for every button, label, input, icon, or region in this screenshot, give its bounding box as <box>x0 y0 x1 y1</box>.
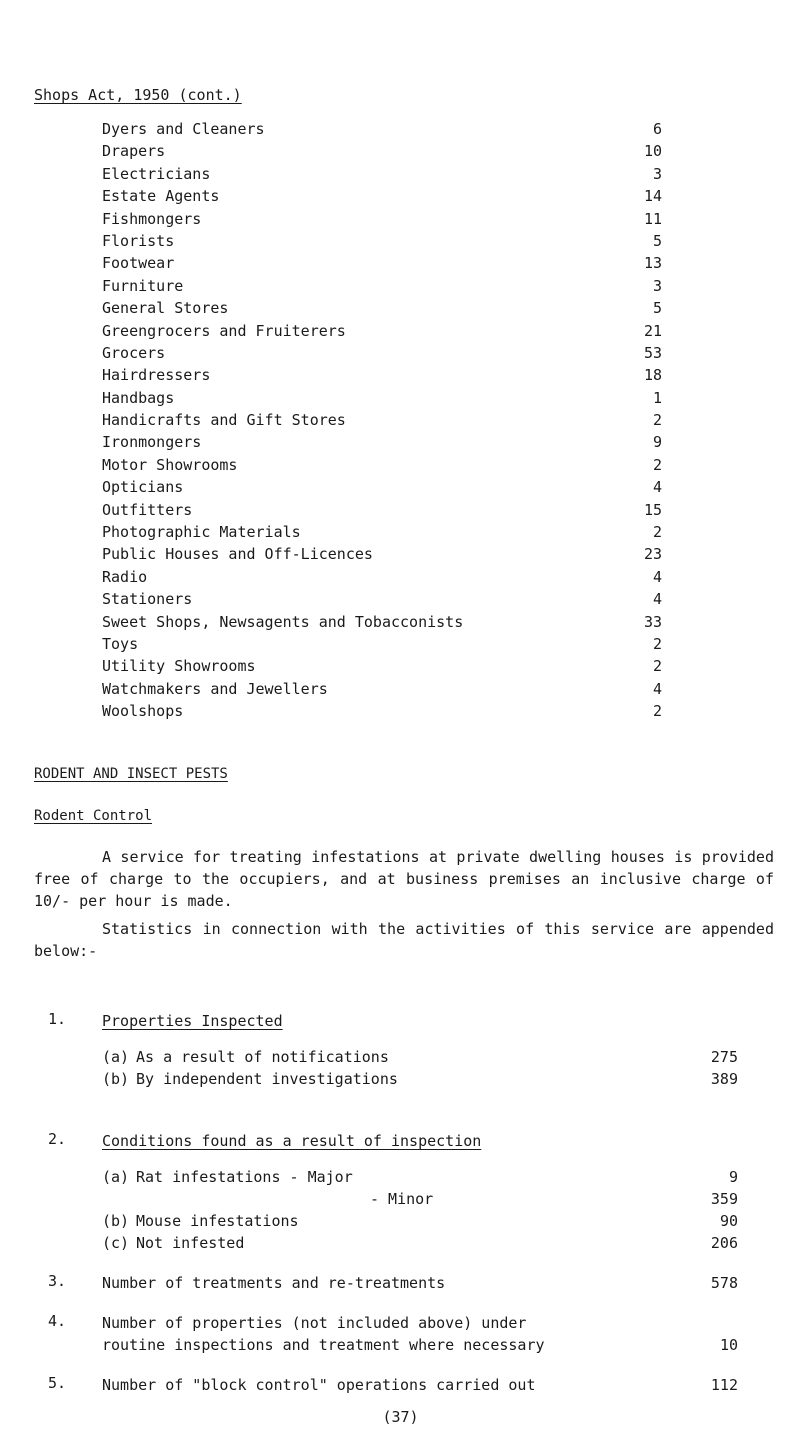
list-item: Utility Showrooms 2 <box>102 657 662 676</box>
list-item: Toys 2 <box>102 634 662 653</box>
list-item: Estate Agents 14 <box>102 187 662 206</box>
list-item: Outfitters 15 <box>102 500 662 519</box>
stat-row: (a) Rat infestations - Major 9 <box>102 1168 738 1186</box>
list-item: Florists 5 <box>102 231 662 250</box>
list-item: Hairdressers 18 <box>102 366 662 385</box>
list-item: Motor Showrooms 2 <box>102 455 662 474</box>
stat-item-title: Conditions found as a result of inspection <box>102 1132 482 1150</box>
list-item: Radio 4 <box>102 567 662 586</box>
list-item: Watchmakers and Jewellers 4 <box>102 679 662 698</box>
list-item: Furniture 3 <box>102 276 662 295</box>
trades-list <box>102 118 662 723</box>
stat-item-2: 2. Conditions found as a result of inspection (a) Rat infestations - Major 9 - Minor 359 (b) Mouse infestations 90 (c) Not infested 206 <box>48 1130 738 1252</box>
stat-row: - Minor 359 <box>370 1190 738 1208</box>
subsection-heading: Rodent Control <box>34 808 153 824</box>
stat-item-title: Properties Inspected <box>102 1012 283 1030</box>
list-item: Handbags 1 <box>102 388 662 407</box>
stat-row: Number of "block control" operations carried out 112 <box>102 1376 738 1394</box>
paragraph-statistics: Statistics in connection with the activities of this service are appended below:- <box>34 920 774 960</box>
list-item: Fishmongers 11 <box>102 209 662 228</box>
list-item: Public Houses and Off-Licences 23 <box>102 545 662 564</box>
stat-item-4: 4. Number of properties (not included above) under routine inspections and treatment where necessary 10 <box>48 1312 738 1354</box>
list-item: Drapers 10 <box>102 142 662 161</box>
stat-row: (c) Not infested 206 <box>102 1234 738 1252</box>
stat-row: (a) As a result of notifications 275 <box>102 1048 738 1066</box>
list-item: Photographic Materials 2 <box>102 523 662 542</box>
list-item: Dyers and Cleaners 6 <box>102 120 662 138</box>
list-item: Woolshops 2 <box>102 702 662 721</box>
stat-row: (b) Mouse infestations 90 <box>102 1212 738 1230</box>
stat-row: routine inspections and treatment where necessary 10 <box>102 1336 738 1354</box>
stat-item-3: 3. Number of treatments and re-treatments 578 <box>48 1272 738 1292</box>
list-item: General Stores 5 <box>102 299 662 318</box>
list-item: Stationers 4 <box>102 590 662 609</box>
page-header: Shops Act, 1950 (cont.) <box>34 86 242 104</box>
list-item: Electricians 3 <box>102 164 662 183</box>
paragraph-service: A service for treating infestations at private dwelling houses is provided free of charge to the occupiers, and at business premises an inclusive charge of 10/- per hour is made. <box>34 848 774 910</box>
list-item: Handicrafts and Gift Stores 2 <box>102 411 662 430</box>
stat-item-1: 1. Properties Inspected (a) As a result of notifications 275 (b) By independent investigations 389 <box>48 1010 738 1088</box>
stat-row: (b) By independent investigations 389 <box>102 1070 738 1088</box>
list-item: Greengrocers and Fruiterers 21 <box>102 321 662 340</box>
stat-row: Number of properties (not included above) under <box>102 1314 527 1332</box>
stat-row: Number of treatments and re-treatments 578 <box>102 1274 738 1292</box>
list-item: Footwear 13 <box>102 254 662 273</box>
stat-item-5: 5. Number of "block control" operations carried out 112 <box>48 1374 738 1394</box>
list-item: Grocers 53 <box>102 343 662 362</box>
list-item: Sweet Shops, Newsagents and Tobacconists 33 <box>102 612 662 631</box>
page-number: (37) <box>382 1408 419 1426</box>
list-item: Opticians 4 <box>102 478 662 497</box>
section-heading: RODENT AND INSECT PESTS <box>34 766 228 782</box>
list-item: Ironmongers 9 <box>102 433 662 452</box>
